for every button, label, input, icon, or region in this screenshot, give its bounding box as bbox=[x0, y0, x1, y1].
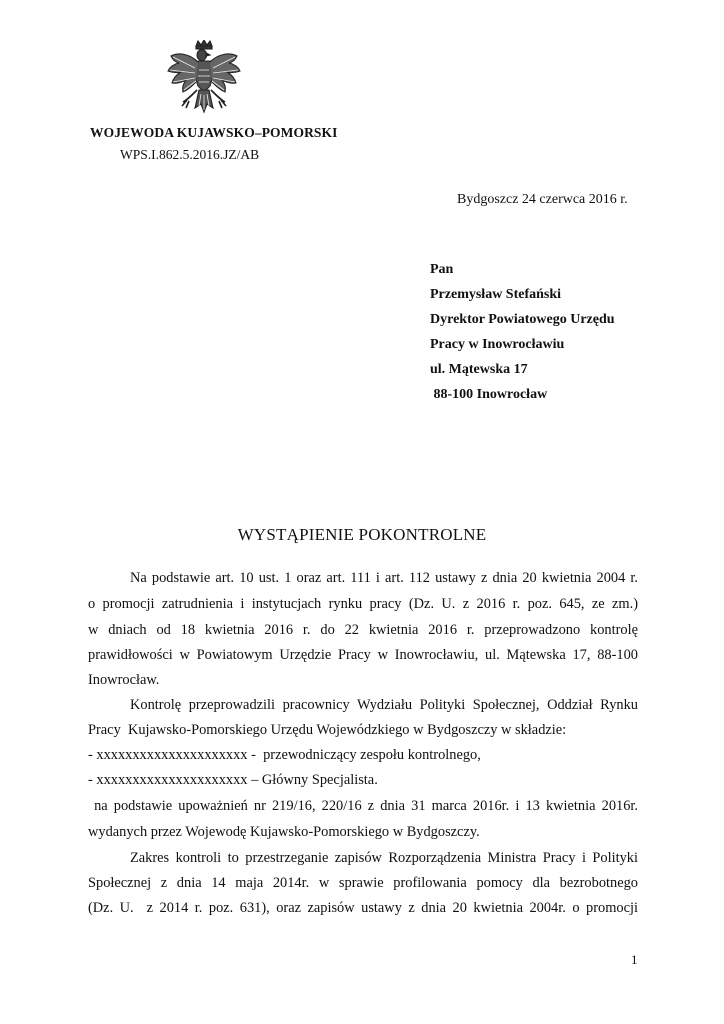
body-line: (Dz. U. z 2014 r. poz. 631), oraz zapisów ustawy z dnia 20 kwietnia 2004r. o promocji bbox=[88, 900, 638, 916]
document-title: WYSTĄPIENIE POKONTROLNE bbox=[237, 525, 487, 544]
body-line: o promocji zatrudnienia i instytucjach rynku pracy (Dz. U. z 2016 r. poz. 645, ze zm.) bbox=[88, 596, 638, 612]
recipient-line: ul. Mątewska 17 bbox=[430, 362, 528, 377]
body-line: wydanych przez Wojewodę Kujawsko-Pomorskiego w Bydgoszczy. bbox=[88, 824, 480, 840]
body-line: na podstawie upoważnień nr 219/16, 220/16 z dnia 31 marca 2016r. i 13 kwietnia 2016r. bbox=[88, 798, 638, 814]
body-line: Zakres kontroli to przestrzeganie zapisów Rozporządzenia Ministra Pracy i Polityki bbox=[130, 850, 638, 866]
issuer-name: WOJEWODA KUJAWSKO–POMORSKI bbox=[90, 125, 338, 140]
recipient-line: Przemysław Stefański bbox=[430, 287, 562, 302]
body-line: w dniach od 18 kwietnia 2016 r. do 22 kwietnia 2016 r. przeprowadzono kontrolę bbox=[88, 622, 638, 638]
body-line: - xxxxxxxxxxxxxxxxxxxxx - przewodniczący zespołu kontrolnego, bbox=[88, 747, 481, 763]
reference-number: WPS.I.862.5.2016.JZ/AB bbox=[120, 147, 260, 162]
eagle-emblem-icon bbox=[165, 40, 243, 124]
date-line: Bydgoszcz 24 czerwca 2016 r. bbox=[457, 192, 628, 207]
body-line: - xxxxxxxxxxxxxxxxxxxxx – Główny Specjalista. bbox=[88, 772, 378, 788]
body-line: prawidłowości w Powiatowym Urzędzie Pracy w Inowrocławiu, ul. Mątewska 17, 88-100 bbox=[88, 647, 638, 663]
body-line: Inowrocław. bbox=[88, 672, 160, 688]
body-line: Na podstawie art. 10 ust. 1 oraz art. 111 i art. 112 ustawy z dnia 20 kwietnia 2004 r. bbox=[130, 570, 638, 586]
recipient-line: Dyrektor Powiatowego Urzędu bbox=[430, 312, 615, 327]
body-line: Kontrolę przeprowadzili pracownicy Wydziału Polityki Społecznej, Oddział Rynku bbox=[130, 697, 638, 713]
recipient-line: Pracy w Inowrocławiu bbox=[430, 337, 565, 352]
body-line: Społecznej z dnia 14 maja 2014r. w sprawie profilowania pomocy dla bezrobotnego bbox=[88, 875, 638, 891]
recipient-line: 88-100 Inowrocław bbox=[430, 387, 548, 402]
body-line: Pracy Kujawsko-Pomorskiego Urzędu Wojewódzkiego w Bydgoszczy w składzie: bbox=[88, 722, 567, 738]
page-number: 1 bbox=[631, 952, 638, 967]
recipient-line: Pan bbox=[430, 262, 454, 277]
